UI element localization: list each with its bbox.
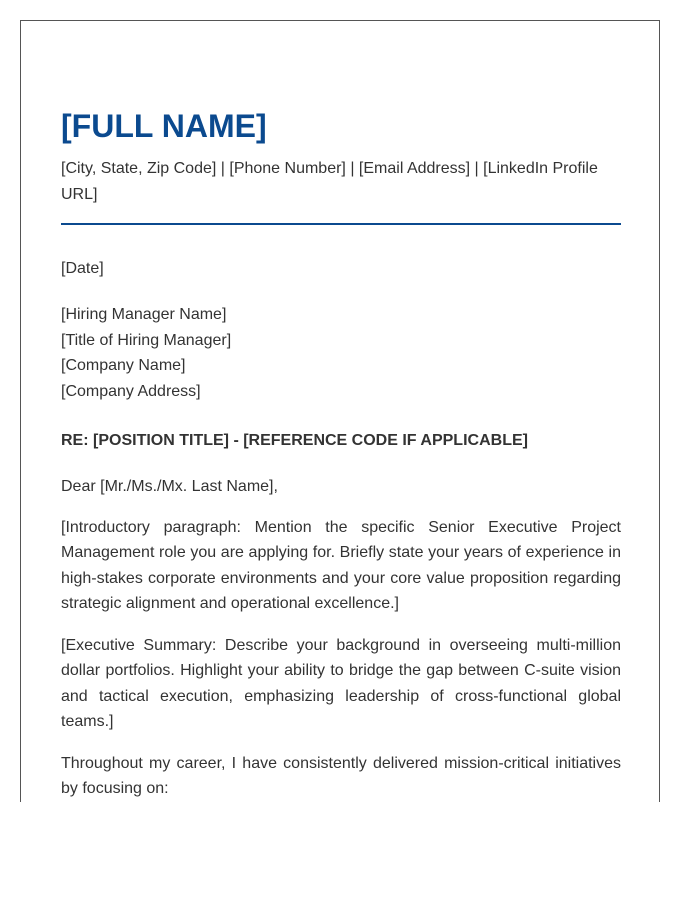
recipient-block — [61, 302, 621, 405]
letter-date: [Date] — [61, 260, 104, 277]
letter-page — [20, 20, 660, 802]
recipient-title: [Title of Hiring Manager] — [61, 331, 232, 349]
header-divider — [61, 223, 621, 225]
career-paragraph: Throughout my career, I have consistently delivered mission-critical initiatives by focusing on: — [61, 754, 621, 798]
summary-paragraph: [Executive Summary: Describe your background in overseeing multi-million dollar portfolios. Highlight your ability to bridge the gap between C-suite vision and tactical execution, emphasizing leadership of cross-functional global teams.] — [61, 636, 621, 731]
contact-info: [City, State, Zip Code] | [Phone Number] | [Email Address] | [LinkedIn Profile URL] — [61, 160, 598, 203]
subject-line: RE: [POSITION TITLE] - [REFERENCE CODE IF APPLICABLE] — [61, 431, 528, 449]
intro-paragraph: [Introductory paragraph: Mention the specific Senior Executive Project Management role you are applying for. Briefly state your years of experience in high-stakes corporate environments and your core value proposition regarding strategic alignment and operational excellence.] — [61, 518, 621, 613]
full-name-heading: [FULL NAME] — [61, 108, 267, 144]
recipient-name: [Hiring Manager Name] — [61, 306, 227, 323]
letter-content — [61, 109, 621, 802]
recipient-address: [Company Address] — [61, 383, 201, 401]
recipient-company: [Company Name] — [61, 357, 186, 375]
salutation: Dear [Mr./Ms./Mx. Last Name], — [61, 477, 278, 495]
